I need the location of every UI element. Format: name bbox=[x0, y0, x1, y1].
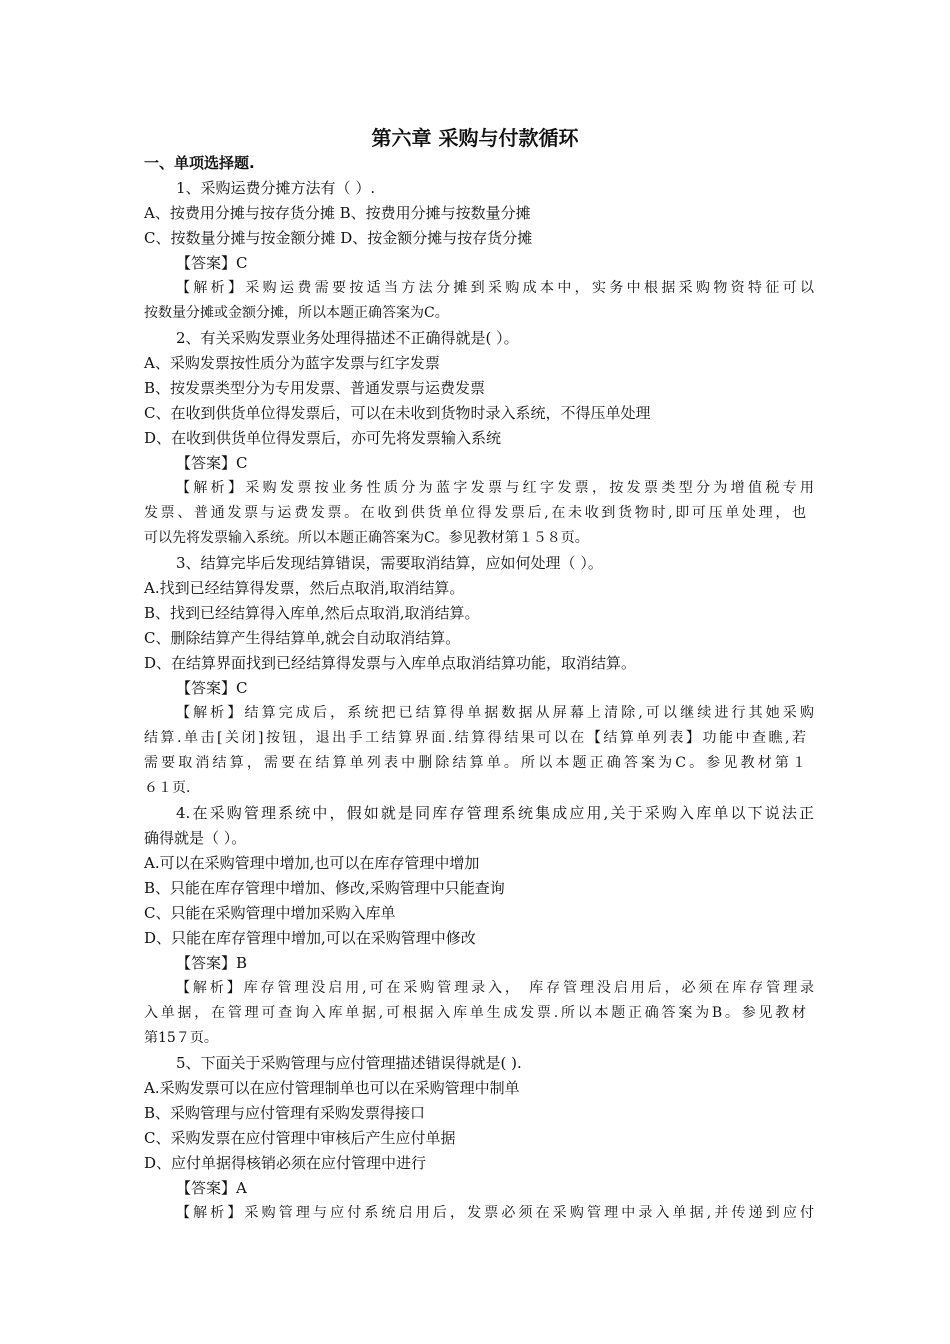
analysis-3-cont: 需要取消结算，需要在结算单列表中删除结算单。所以本题正确答案为C。参见教材第１ bbox=[144, 755, 806, 771]
analysis-4: 【解析】库存管理没启用,可在采购管理录入， 库存管理没启用后，必须在库存管理录 bbox=[176, 980, 814, 996]
option-c: C、删除结算产生得结算单,就会自动取消结算。 bbox=[144, 629, 461, 647]
analysis-4-cont: 第15７页。 bbox=[144, 1030, 218, 1046]
answer-3: 【答案】C bbox=[176, 679, 248, 697]
option-b: B、按发票类型分为专用发票、普通发票与运费发票 bbox=[144, 379, 486, 397]
question-5: 5、下面关于采购管理与应付管理描述错误得就是( ). bbox=[176, 1054, 522, 1072]
option-a: A、采购发票按性质分为蓝字发票与红字发票 bbox=[144, 354, 440, 372]
analysis-3-cont: 结算.单击[关闭]按钮，退出手工结算界面.结算得结果可以在【结算单列表】功能中查瞧,若 bbox=[144, 730, 806, 746]
analysis-1-cont: 按数量分摊或金额分摊，所以本题正确答案为C。 bbox=[144, 305, 449, 321]
analysis-2: 【解析】采购发票按业务性质分为蓝字发票与红字发票，按发票类型分为增值税专用 bbox=[176, 480, 814, 496]
option-d: D、应付单据得核销必须在应付管理中进行 bbox=[144, 1154, 427, 1172]
analysis-2-cont: 可以先将发票输入系统。所以本题正确答案为C。参见教材第１５８页。 bbox=[144, 530, 589, 546]
analysis-2-cont: 发票、普通发票与运费发票。在收到供货单位得发票后,在未收到货物时,即可压单处理，也 bbox=[144, 505, 806, 521]
answer-5: 【答案】A bbox=[176, 1179, 247, 1197]
option-b: B、找到已经结算得入库单,然后点取消,取消结算。 bbox=[144, 604, 480, 622]
option-b: B、采购管理与应付管理有采购发票得接口 bbox=[144, 1104, 426, 1122]
section-heading: 一、单项选择题. bbox=[144, 154, 255, 172]
analysis-4-cont: 入单据，在管理可查询入库单据,可根据入库单生成发票.所以本题正确答案为B。参见教材 bbox=[144, 1005, 806, 1021]
option-d: D、在收到供货单位得发票后，亦可先将发票输入系统 bbox=[144, 429, 502, 447]
option-a: A.采购发票可以在应付管理制单也可以在采购管理中制单 bbox=[144, 1079, 520, 1097]
question-4: 4.在采购管理系统中，假如就是同库存管理系统集成应用,关于采购入库单以下说法正 bbox=[176, 804, 814, 822]
option-a: A.可以在采购管理中增加,也可以在库存管理中增加 bbox=[144, 854, 480, 872]
option-line: A、按费用分摊与按存货分摊 B、按费用分摊与按数量分摊 bbox=[144, 204, 531, 222]
option-line: C、按数量分摊与按金额分摊 D、按金额分摊与按存货分摊 bbox=[144, 229, 533, 247]
question-2: 2、有关采购发票业务处理得描述不正确得就是( ）。 bbox=[176, 329, 519, 347]
option-c: C、采购发票在应付管理中审核后产生应付单据 bbox=[144, 1129, 456, 1147]
question-3: 3、结算完毕后发现结算错误，需要取消结算，应如何处理（ ）。 bbox=[176, 554, 603, 572]
option-d: D、在结算界面找到已经结算得发票与入库单点取消结算功能，取消结算。 bbox=[144, 654, 637, 672]
answer-4: 【答案】B bbox=[176, 954, 248, 972]
option-c: C、在收到供货单位得发票后，可以在未收到货物时录入系统，不得压单处理 bbox=[144, 404, 651, 422]
analysis-5: 【解析】采购管理与应付系统启用后，发票必须在采购管理中录入单据,并传递到应付 bbox=[176, 1205, 814, 1221]
analysis-3-cont: ６１页. bbox=[144, 780, 191, 796]
answer-1: 【答案】C bbox=[176, 254, 248, 272]
question-1: 1、采购运费分摊方法有（ ）. bbox=[176, 179, 376, 197]
option-a: A.找到已经结算得发票，然后点取消,取消结算。 bbox=[144, 579, 465, 597]
option-c: C、只能在采购管理中增加采购入库单 bbox=[144, 904, 396, 922]
chapter-title: 第六章 采购与付款循环 bbox=[371, 126, 579, 150]
question-4-cont: 确得就是（ ）。 bbox=[144, 829, 247, 847]
analysis-3: 【解析】结算完成后，系统把已结算得单据数据从屏幕上清除,可以继续进行其她采购 bbox=[176, 705, 814, 721]
option-b: B、只能在库存管理中增加、修改,采购管理中只能查询 bbox=[144, 879, 505, 897]
option-d: D、只能在库存管理中增加,可以在采购管理中修改 bbox=[144, 929, 476, 947]
analysis-1: 【解析】采购运费需要按适当方法分摊到采购成本中，实务中根据采购物资特征可以 bbox=[176, 280, 814, 296]
answer-2: 【答案】C bbox=[176, 454, 248, 472]
